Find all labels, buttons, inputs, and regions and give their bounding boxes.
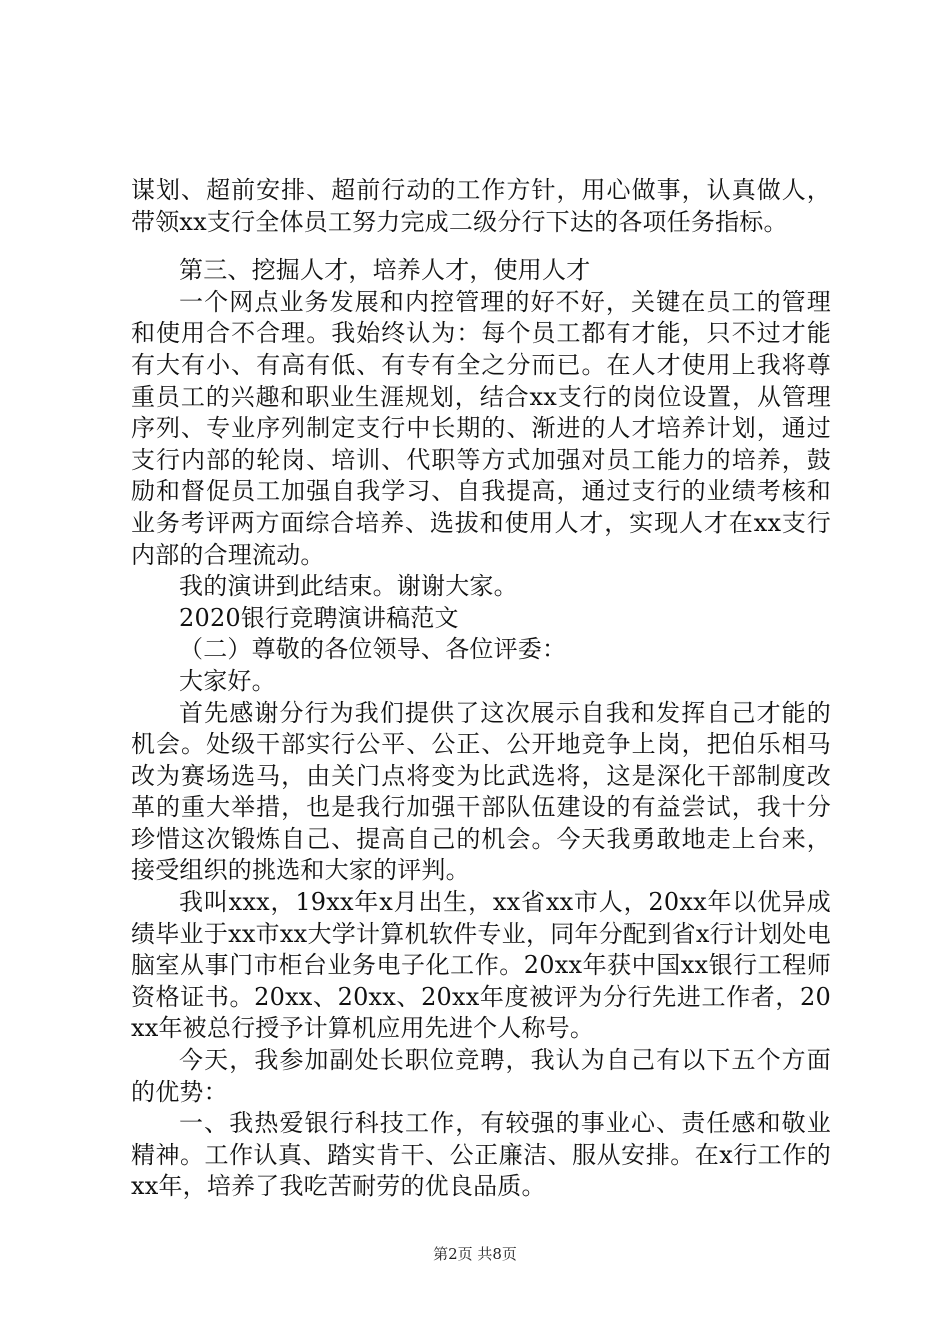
paragraph-thanks: 首先感谢分行为我们提供了这次展示自我和发挥自己才能的机会。处级干部实行公平、公正、公开地竞争上岗，把伯乐相马改为赛场选马，由关门点将变为比武选将，这是深化干部制度改革的重大举措，也是我行加强干部队伍建设的有益尝试，我十分珍惜这次锻炼自己、提高自己的机会。今天我勇敢地走上台来，接受组织的挑选和大家的评判。 [131,698,831,885]
page-footer: 第2页 共8页 [433,1245,517,1263]
paragraph-continued: 谋划、超前安排、超前行动的工作方针，用心做事，认真做人，带领xx支行全体员工努力完成二级分行下达的各项任务指标。 [131,176,831,236]
paragraph-advantages-intro: 今天，我参加副处长职位竞聘，我认为自己有以下五个方面的优势： [131,1046,831,1106]
greeting: 大家好。 [179,666,276,695]
document-title-2020: 2020银行竞聘演讲稿范文 [179,603,459,632]
section-heading-3: 第三、挖掘人才，培养人才，使用人才 [179,256,591,285]
paragraph-advantage-1: 一、我热爱银行科技工作，有较强的事业心、责任感和敬业精神。工作认真、踏实肯干、公正廉洁、服从安排。在x行工作的xx年，培养了我吃苦耐劳的优良品质。 [131,1109,831,1201]
paragraph-bio: 我叫xxx，19xx年x月出生，xx省xx市人，20xx年以优异成绩毕业于xx市xx大学计算机软件专业，同年分配到省x行计划处电脑室从事门市柜台业务电子化工作。20xx年获中国xx银行工程师资格证书。20xx、20xx、20xx年度被评为分行先进工作者，20xx年被总行授予计算机应用先进个人称号。 [131,888,831,1043]
salutation: （二）尊敬的各位领导、各位评委： [179,635,567,664]
paragraph-talent: 一个网点业务发展和内控管理的好不好，关键在员工的管理和使用合不合理。我始终认为：每个员工都有才能，只不过才能有大有小、有高有低、有专有全之分而已。在人才使用上我将尊重员工的兴趣和职业生涯规划，结合xx支行的岗位设置，从管理序列、专业序列制定支行中长期的、渐进的人才培养计划，通过支行内部的轮岗、培训、代职等方式加强对员工能力的培养，鼓励和督促员工加强自我学习、自我提高，通过支行的业绩考核和业务考评两方面综合培养、选拔和使用人才，实现人才在xx支行内部的合理流动。 [131,287,831,569]
document-body [131,175,831,1203]
paragraph-closing: 我的演讲到此结束。谢谢大家。 [179,572,518,601]
